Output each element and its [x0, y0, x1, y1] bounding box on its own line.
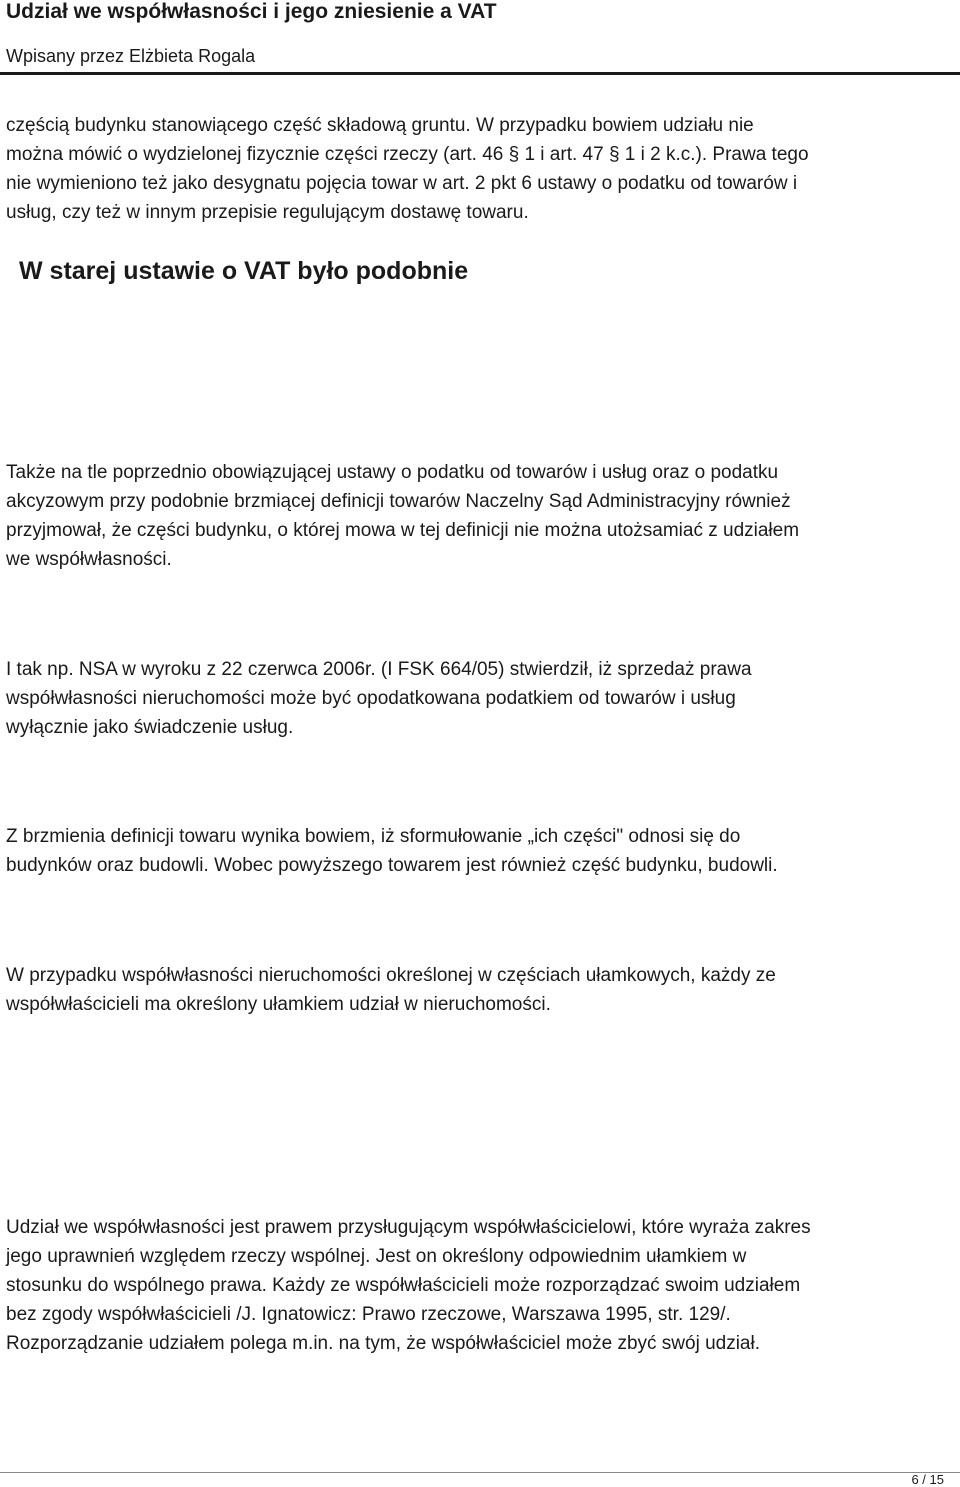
intro-paragraph: częścią budynku stanowiącego część składową gruntu. W przypadku bowiem udziału nie można mówić o wydzielonej fizycznie części rzeczy (art. 46 § 1 i art. 47 § 1 i 2 k.c.). Prawa tego nie wymieniono też jako desygnatu pojęcia towar w art. 2 pkt 6 ustawy o podatku od towarów i usług, czy też w innym przepisie regulującym dostawę towaru.: [6, 115, 809, 223]
header-divider: [0, 72, 960, 75]
page-number: 6 / 15: [911, 1472, 944, 1487]
paragraph-1: Także na tle poprzednio obowiązującej ustawy o podatku od towarów i usług oraz o podatku akcyzowym przy podobnie brzmiącej definicji towarów Naczelny Sąd Administracyjny również przyjmował, że części budynku, o której mowa w tej definicji nie można utożsamiać z udziałem we współwłasności.: [6, 462, 800, 570]
paragraph-4: W przypadku współwłasności nieruchomości określonej w częściach ułamkowych, każdy ze współwłaścicieli ma określony ułamkiem udział w nieruchomości.: [6, 965, 776, 1015]
paragraph-5: Udział we współwłasności jest prawem przysługującym współwłaścicielowi, które wyraża zakres jego uprawnień względem rzeczy wspólnej. Jest on określony odpowiednim ułamkiem w stosunku do wspólnego prawa. Każdy ze współwłaścicieli może rozporządzać swoim udziałem bez zgody współwłaścicieli /J. Ignatowicz: Prawo rzeczowe, Warszawa 1995, str. 129/. Rozporządzanie udziałem polega m.in. na tym, że współwłaściciel może zbyć swój udział.: [6, 1217, 811, 1354]
section-heading: W starej ustawie o VAT było podobnie: [19, 257, 469, 285]
footer-divider: [0, 1472, 960, 1473]
document-title: Udział we współwłasności i jego zniesienie a VAT: [6, 0, 497, 23]
document-author: Wpisany przez Elżbieta Rogala: [6, 46, 256, 66]
paragraph-3: Z brzmienia definicji towaru wynika bowiem, iż sformułowanie „ich części" odnosi się do budynków oraz budowli. Wobec powyższego towarem jest również część budynku, budowli.: [6, 826, 778, 876]
paragraph-2: I tak np. NSA w wyroku z 22 czerwca 2006r. (I FSK 664/05) stwierdził, iż sprzedaż prawa współwłasności nieruchomości może być opodatkowana podatkiem od towarów i usług wyłącznie jako świadczenie usług.: [6, 659, 752, 738]
